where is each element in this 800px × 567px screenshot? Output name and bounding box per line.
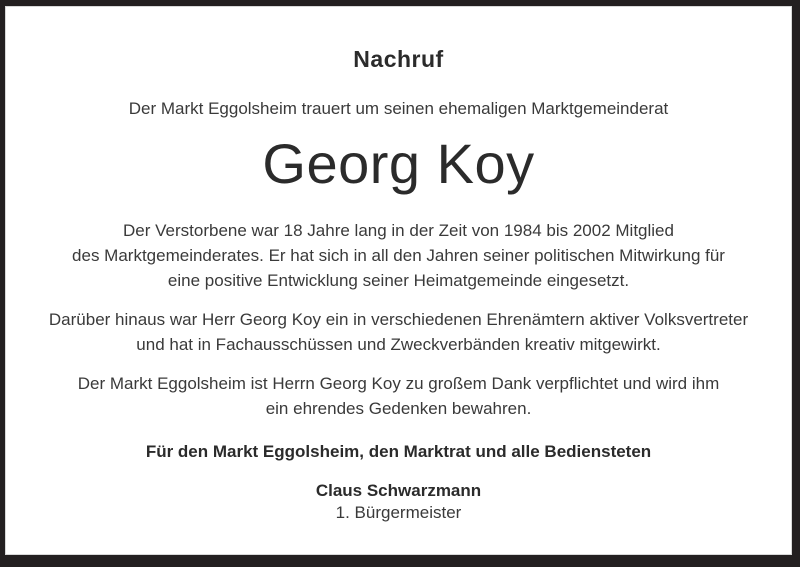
notice-title: Nachruf — [353, 46, 444, 72]
paragraph-line: Darüber hinaus war Herr Georg Koy ein in verschiedenen Ehrenämtern aktiver Volksvertreter — [48, 310, 749, 329]
signature-name: Claus Schwarzmann — [315, 481, 482, 500]
paragraph-gratitude — [6, 371, 791, 421]
paragraph-honorary — [6, 307, 791, 357]
deceased-name: Georg Koy — [262, 132, 535, 195]
paragraph-service — [6, 218, 791, 293]
paragraph-line: eine positive Entwicklung seiner Heimatgemeinde eingesetzt. — [167, 271, 630, 290]
paragraph-line: und hat in Fachausschüssen und Zweckverbänden kreativ mitgewirkt. — [136, 335, 661, 354]
closing-line: Für den Markt Eggolsheim, den Marktrat und alle Bediensteten — [145, 442, 652, 461]
paragraph-line: ein ehrendes Gedenken bewahren. — [265, 399, 532, 418]
paragraph-line: Der Verstorbene war 18 Jahre lang in der Zeit von 1984 bis 2002 Mitglied — [123, 221, 674, 240]
paragraph-line: des Marktgemeinderates. Er hat sich in all den Jahren seiner politischen Mitwirkung für — [72, 246, 725, 265]
obituary-page — [5, 6, 792, 555]
notice-intro: Der Markt Eggolsheim trauert um seinen ehemaligen Marktgemeinderat — [128, 99, 669, 118]
paragraph-line: Der Markt Eggolsheim ist Herrn Georg Koy zu großem Dank verpflichtet und wird ihm — [77, 374, 720, 393]
signature-role: 1. Bürgermeister — [335, 503, 462, 522]
